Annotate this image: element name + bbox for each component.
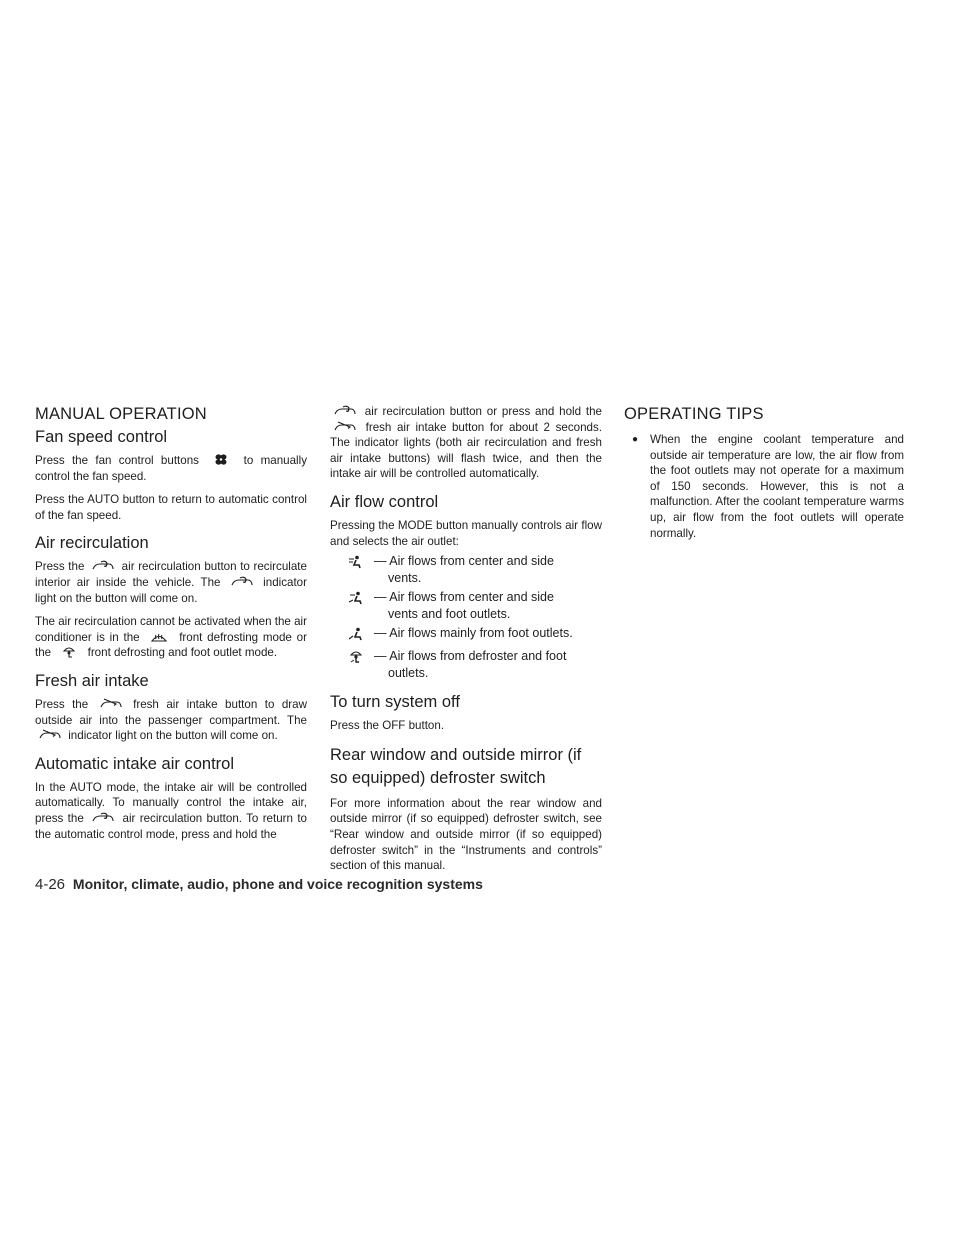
auto-text-d: fresh air intake button for about 2 seconds. The indicator lights (both air recirculation and fresh air intake buttons) will flash twice, and then the intake air will be controlled automatically. <box>330 420 602 481</box>
recirc-paragraph-1 <box>35 559 307 606</box>
mode-vent-text-2: vents. <box>388 571 422 586</box>
recirc-text-a: Press the <box>35 560 85 574</box>
fan-auto-paragraph: Press the AUTO button to return to automatic control of the fan speed. <box>35 493 307 522</box>
fresh-text-a: Press the <box>35 697 89 711</box>
automatic-intake-title: Automatic intake air control <box>35 754 235 773</box>
bilevel-mode-icon <box>330 589 374 623</box>
recirculation-icon <box>88 811 118 824</box>
mode-defrost-foot-text-2: outlets. <box>388 666 429 681</box>
mode-row-defrost-foot <box>330 648 602 682</box>
rear-defroster-title: Rear window and outside mirror (if so equipped) defroster switch <box>330 745 582 787</box>
recirc2-text-a: The air recirculation cannot be activated when the air conditioner is in the <box>35 615 307 644</box>
auto-text-a: In the AUTO mode, the intake air will be controlled automatically. To manually control the intake air, press the <box>35 780 307 825</box>
auto-text-c: air recirculation button or press and hold the <box>364 405 602 418</box>
page-footer <box>35 876 483 893</box>
auto-intake-paragraph-part2 <box>330 404 602 482</box>
air-recirculation-title: Air recirculation <box>35 534 149 553</box>
fresh-air-icon <box>330 420 360 433</box>
mode-bilevel-text-2: vents and foot outlets. <box>388 607 511 622</box>
turn-off-paragraph: Press the OFF button. <box>330 719 445 733</box>
column-right <box>624 404 904 541</box>
recirc-text-c: indicator light on the button will come on. <box>35 575 307 605</box>
mode-row-foot <box>330 625 602 646</box>
recirculation-icon <box>227 575 257 588</box>
air-flow-control-title: Air flow control <box>330 492 439 511</box>
tip-text: When the engine coolant temperature and outside air temperature are low, the air flow from the foot outlets may not operate for a maximum of 150 seconds. However, this is not a malfunction. After the coolant temperature warms up, air flow from the foot outlets will operate normally. <box>650 433 904 540</box>
fan-text-b: to manually control the fan speed. <box>35 454 307 483</box>
operating-tips-heading: OPERATING TIPS <box>624 405 764 423</box>
fan-text-a: Press the fan control buttons <box>35 454 199 467</box>
rear-defroster-paragraph: For more information about the rear window and outside mirror (if so equipped) defroster switch, see “Rear window and outside mirror (if so equipped) defroster switch” in the “Instruments and controls” section of this manual. <box>330 796 602 873</box>
operating-tips-list <box>624 432 904 541</box>
mode-vent-text: — Air flows from center and side <box>374 554 554 569</box>
fan-speed-title: Fan speed control <box>35 428 168 446</box>
fresh-text-c: indicator light on the button will come on. <box>68 729 278 743</box>
page-number: 4-26 <box>35 876 66 893</box>
defrost-foot-mode-icon <box>330 648 374 682</box>
mode-bilevel-text: — Air flows from center and side <box>374 590 554 605</box>
bullet: ● <box>632 434 639 445</box>
auto-text-b: air recirculation button. To return to the automatic control mode, press and hold the <box>35 811 307 841</box>
recirc2-text-c: front defrosting and foot outlet mode. <box>87 646 278 660</box>
defrost-foot-icon <box>54 645 84 658</box>
recirc-text-b: air recirculation button to recirculate interior air inside the vehicle. The <box>35 560 307 589</box>
air-flow-intro: Pressing the MODE button manually controls air flow and selects the air outlet: <box>330 518 602 548</box>
mode-row-vent <box>330 553 602 587</box>
column-middle <box>330 404 602 882</box>
fresh-air-intake-title: Fresh air intake <box>35 671 149 690</box>
column-left <box>35 404 307 842</box>
mode-defrost-foot-text: — Air flows from defroster and foot <box>374 649 567 664</box>
auto-intake-paragraph-part1 <box>35 780 307 842</box>
mode-foot-text: — Air flows mainly from foot outlets. <box>374 626 573 641</box>
recirculation-icon <box>330 404 360 417</box>
turn-system-off-title: To turn system off <box>330 693 460 712</box>
recirculation-icon <box>88 559 118 572</box>
recirc-paragraph-2 <box>35 614 307 661</box>
vent-mode-icon <box>330 553 374 587</box>
section-title: Monitor, climate, audio, phone and voice recognition systems <box>72 876 483 892</box>
mode-row-bilevel <box>330 589 602 623</box>
foot-mode-icon <box>330 625 374 646</box>
fresh-air-icon <box>35 728 65 741</box>
fan-icon <box>206 453 236 466</box>
manual-operation-heading: MANUAL OPERATION <box>35 405 207 423</box>
recirc2-text-b: front defrosting mode or the <box>35 630 307 660</box>
fresh-air-icon <box>96 697 126 710</box>
fan-speed-paragraph <box>35 453 307 484</box>
list-item <box>624 432 904 541</box>
front-defrost-icon <box>144 630 174 643</box>
fresh-air-paragraph <box>35 697 307 744</box>
fresh-text-b: fresh air intake button to draw outside air into the passenger compartment. The <box>35 697 307 727</box>
